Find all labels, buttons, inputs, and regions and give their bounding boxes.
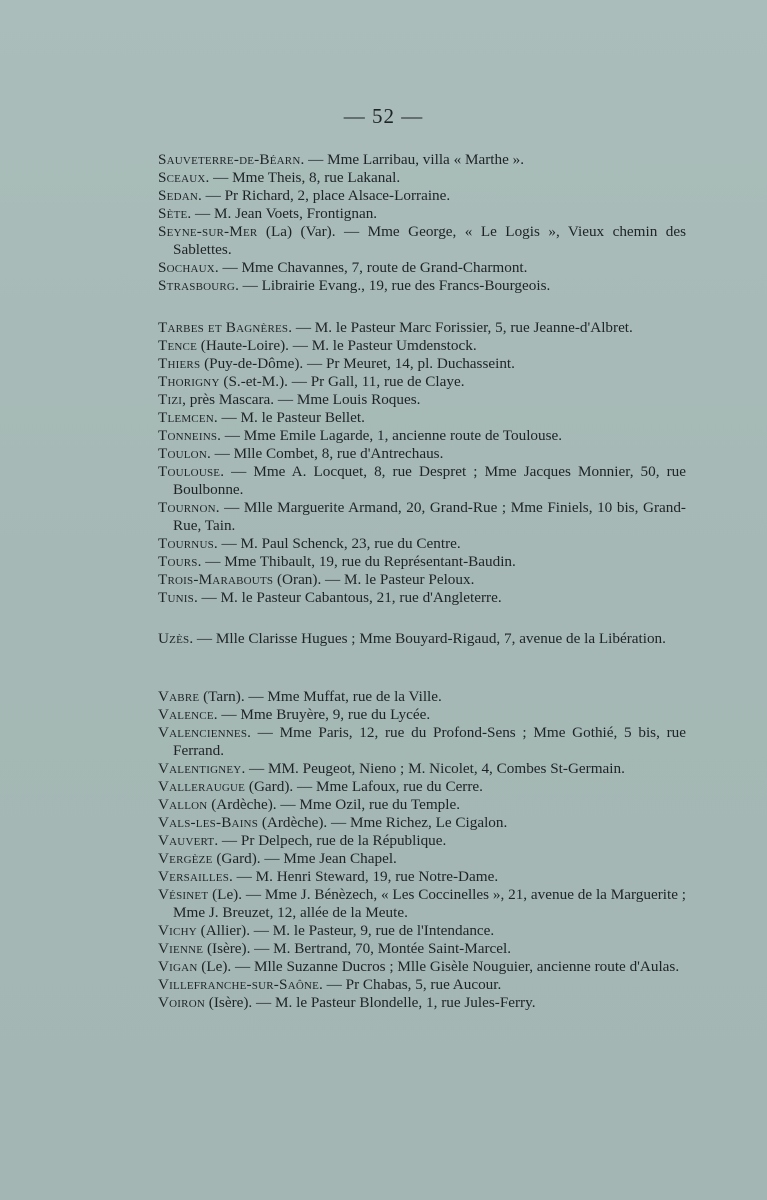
directory-entry [158,427,686,445]
directory-entry [158,223,686,259]
directory-entry [158,499,686,535]
entry-place-name: Tournon [158,499,216,516]
entry-place-name: Voiron [158,994,205,1011]
directory-entry [158,151,686,169]
entry-place-name: Valleraugue [158,778,246,795]
entry-place-name: Strasbourg [158,277,236,294]
entry-details: . — Mme Bruyère, 9, rue du Lycée. [213,706,431,723]
entry-details: . — MM. Peugeot, Nieno ; M. Nicolet, 4, Combes St-Germain. [241,760,625,777]
entry-place-name: Tonneins [158,427,218,444]
directory-entry [158,976,686,994]
entry-place-name: Valence [158,706,214,723]
directory-entry [158,277,686,295]
entry-place-name: Valenciennes [158,724,248,741]
entry-details: . — Mme Larribau, villa « Marthe ». [300,151,525,168]
entry-place-name: Sète [158,205,188,222]
entry-place-name: Vauvert [158,832,215,849]
entry-place-name: Vichy [158,922,197,939]
entry-details: . — Mme Paris, 12, rue du Profond-Sens ; Mme Gothié, 5 bis, rue Ferrand. [173,724,686,759]
entry-details: (Oran). — M. le Pasteur Peloux. [273,571,475,588]
directory-entry [158,706,686,724]
section-u [158,630,686,648]
entry-place-name: Toulouse [158,463,221,480]
entry-place-name: Versailles [158,868,230,885]
section-t [158,319,686,607]
directory-entry [158,589,686,607]
directory-entry [158,630,686,648]
entry-place-name: Vigan [158,958,198,975]
directory-entry [158,259,686,277]
entry-place-name: Vabre [158,688,200,705]
entry-details: . — Librairie Evang., 19, rue des Francs-Bourgeois. [235,277,551,294]
directory-entry [158,778,686,796]
directory-entry [158,868,686,886]
entry-details: (Allier). — M. le Pasteur, 9, rue de l'Intendance. [196,922,495,939]
entry-details: . — Pr Chabas, 5, rue Aucour. [319,976,502,993]
entry-details: (Isère). — M. le Pasteur Blondelle, 1, rue Jules-Ferry. [205,994,536,1011]
entry-place-name: Vienne [158,940,204,957]
entry-place-name: Vallon [158,796,208,813]
directory-entry [158,553,686,571]
directory-entry [158,445,686,463]
entry-place-name: Vésinet [158,886,209,903]
entry-place-name: Vergèze [158,850,213,867]
entry-details: . — Mlle Clarisse Hugues ; Mme Bouyard-Rigaud, 7, avenue de la Libération. [189,630,666,647]
entry-details: (Isère). — M. Bertrand, 70, Montée Saint-Marcel. [203,940,512,957]
entry-place-name: Tours [158,553,198,570]
section-v [158,688,686,1012]
directory-entry [158,850,686,868]
entry-place-name: Sceaux [158,169,206,186]
entry-details: (Tarn). — Mme Muffat, rue de la Ville. [199,688,442,705]
entry-details: (La) (Var). — Mme George, « Le Logis », Vieux chemin des Sablettes. [173,223,686,258]
entry-details: (Puy-de-Dôme). — Pr Meuret, 14, pl. Duchasseint. [200,355,515,372]
entry-details: . — Pr Richard, 2, place Alsace-Lorraine. [198,187,451,204]
entry-details: . — M. Paul Schenck, 23, rue du Centre. [213,535,461,552]
entry-place-name: Tarbes et Bagnères [158,319,289,336]
entry-details: . — Mme A. Locquet, 8, rue Despret ; Mme Jacques Monnier, 50, rue Boulbonne. [173,463,686,498]
entry-details: . — M. Henri Steward, 19, rue Notre-Dame. [229,868,499,885]
entry-details: (Ardèche). — Mme Ozil, rue du Temple. [207,796,460,813]
directory-entry [158,391,686,409]
entry-details: (Le). — Mlle Suzanne Ducros ; Mlle Gisèle Nouguier, ancienne route d'Aulas. [197,958,680,975]
entry-place-name: Sochaux [158,259,215,276]
entry-details: . — M. le Pasteur Marc Forissier, 5, rue Jeanne-d'Albret. [288,319,633,336]
directory-entry [158,373,686,391]
entry-details: . — Mlle Combet, 8, rue d'Antrechaus. [206,445,444,462]
entry-details: , près Mascara. — Mme Louis Roques. [182,391,421,408]
entry-place-name: Valentigney [158,760,242,777]
directory-entry [158,187,686,205]
entry-details: . — Pr Delpech, rue de la République. [214,832,447,849]
directory-entry [158,814,686,832]
directory-entry [158,958,686,976]
entry-place-name: Tence [158,337,197,354]
entry-place-name: Thiers [158,355,201,372]
directory-entry [158,724,686,760]
entry-place-name: Thorigny [158,373,220,390]
directory-entry [158,337,686,355]
entry-details: (Haute-Loire). — M. le Pasteur Umdenstock. [197,337,477,354]
directory-entry [158,535,686,553]
entry-details: (Ardèche). — Mme Richez, Le Cigalon. [258,814,508,831]
entry-details: . — M. le Pasteur Bellet. [213,409,365,426]
entry-details: (Gard). — Mme Jean Chapel. [212,850,397,867]
directory-entry [158,571,686,589]
entry-place-name: Toulon [158,445,207,462]
entry-place-name: Villefranche-sur-Saône [158,976,320,993]
entry-details: . — Mme Emile Lagarde, 1, ancienne route de Toulouse. [217,427,563,444]
entry-details: . — Mlle Marguerite Armand, 20, Grand-Rue ; Mme Finiels, 10 bis, Grand-Rue, Tain. [173,499,686,534]
directory-entry [158,463,686,499]
entry-place-name: Sedan [158,187,198,204]
section-s [158,151,686,295]
entry-place-name: Vals-les-Bains [158,814,259,831]
directory-entry [158,940,686,958]
entry-place-name: Tunis [158,589,194,606]
directory-entry [158,994,686,1012]
entry-place-name: Tlemcen [158,409,214,426]
entry-place-name: Uzès [158,630,190,647]
directory-entry [158,205,686,223]
entry-details: . — Mme Thibault, 19, rue du Représentant-Baudin. [197,553,516,570]
entry-details: . — M. le Pasteur Cabantous, 21, rue d'Angleterre. [193,589,502,606]
entry-details: (S.-et-M.). — Pr Gall, 11, rue de Claye. [219,373,465,390]
page-number: — 52 — [343,104,424,128]
directory-entry [158,355,686,373]
entry-details: . — M. Jean Voets, Frontignan. [187,205,378,222]
directory-entry [158,688,686,706]
entry-details: . — Mme Chavannes, 7, route de Grand-Charmont. [214,259,528,276]
directory-entry [158,169,686,187]
directory-entry [158,922,686,940]
directory-entry [158,409,686,427]
entry-details: (Le). — Mme J. Bénèzech, « Les Coccinelles », 21, avenue de la Marguerite ; Mme J. Breuzet, 12, allée de la Meute. [173,886,686,921]
directory-entry [158,886,686,922]
entry-place-name: Tournus [158,535,214,552]
entry-place-name: Sauveterre-de-Béarn [158,151,301,168]
entry-details: . — Mme Theis, 8, rue Lakanal. [205,169,401,186]
entry-place-name: Tizi [158,391,183,408]
directory-entry [158,796,686,814]
directory-entry [158,319,686,337]
entry-place-name: Seyne-sur-Mer [158,223,258,240]
entry-details: (Gard). — Mme Lafoux, rue du Cerre. [245,778,483,795]
directory-entry [158,760,686,778]
entry-place-name: Trois-Marabouts [158,571,274,588]
directory-entry [158,832,686,850]
